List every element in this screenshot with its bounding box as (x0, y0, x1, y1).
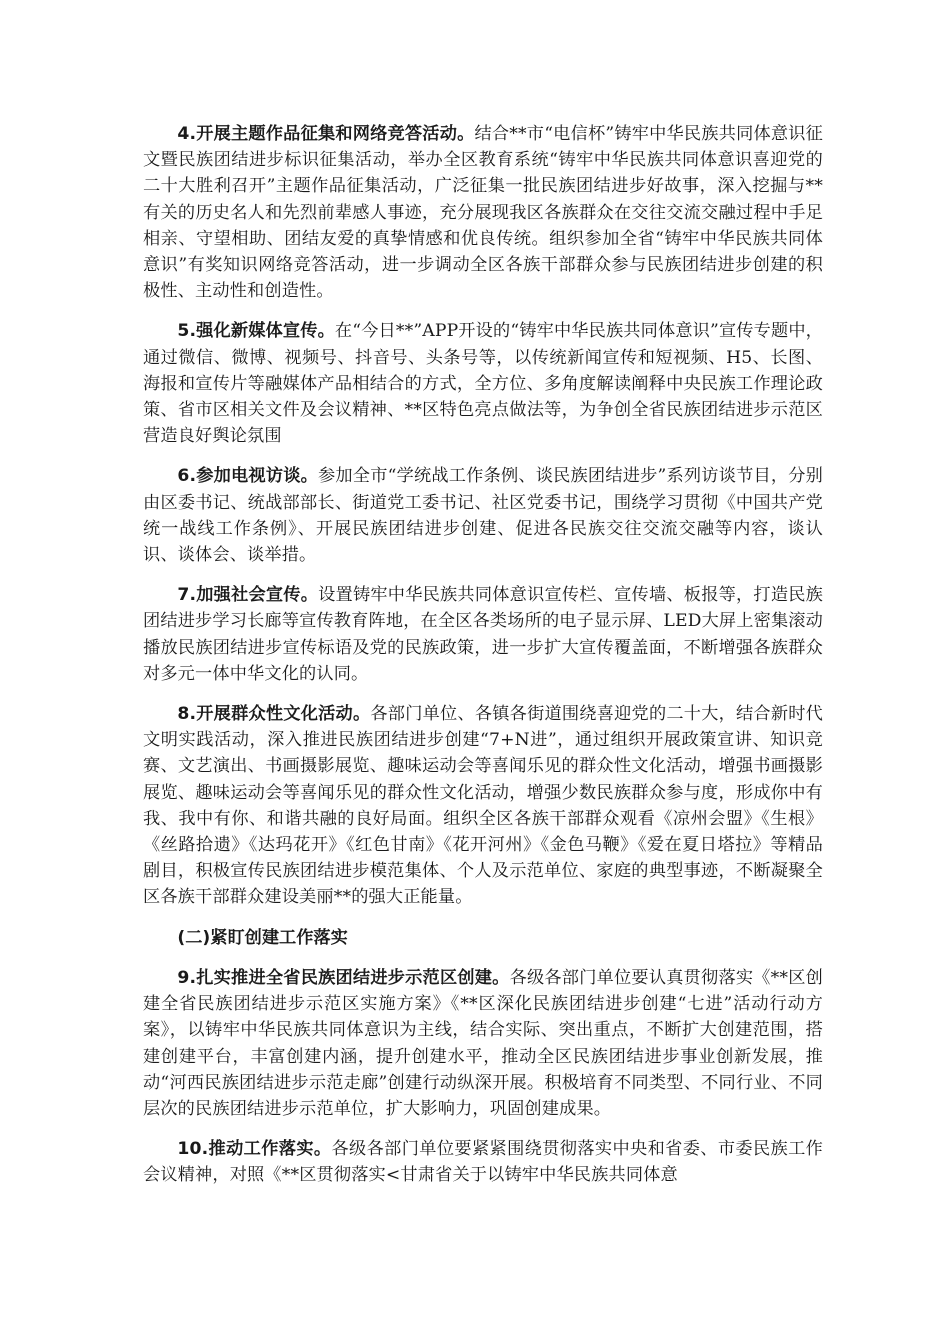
paragraph-body: 各级各部门单位要紧紧围绕贯彻落实中央和省委、市委民族工作会议精神，对照《**区贯彻落实<甘肃省关于以铸牢中华民族共同体意 (143, 1139, 824, 1186)
paragraph-9 (143, 965, 823, 1122)
paragraph-body: 参加全市“学统战工作条例、谈民族团结进步”系列访谈节目，分别由区委书记、统战部部长、街道党工委书记、社区党委书记，围绕学习贯彻《中国共产党统一战线工作条例》、开展民族团结进步创建、促进各民族交往交流交融等内容，谈认识、谈体会、谈举措。 (143, 466, 824, 566)
paragraph-lead: 4.开展主题作品征集和网络竞答活动。 (177, 124, 475, 144)
section-heading: (二)紧盯创建工作落实 (177, 927, 348, 948)
paragraph-5 (143, 318, 823, 449)
paragraph-lead: 5.强化新媒体宣传。 (177, 321, 335, 342)
document-page (143, 121, 823, 1203)
paragraph-7 (143, 582, 823, 687)
paragraph-10 (143, 1136, 823, 1188)
paragraph-lead: 10.推动工作落实。 (177, 1139, 332, 1160)
paragraph-lead: 6.参加电视访谈。 (177, 466, 319, 487)
paragraph-lead: 8.开展群众性文化活动。 (177, 704, 371, 725)
paragraph-4 (143, 121, 823, 304)
paragraph-body: 各部门单位、各镇各街道围绕喜迎党的二十大，结合新时代文明实践活动，深入推进民族团结进步创建“7+N进”，通过组织开展政策宣讲、知识竞赛、文艺演出、书画摄影展览、趣味运动会等喜闻乐见的群众性文化活动，增强书画摄影展览、趣味运动会等喜闻乐见的群众性文化活动，增强少数民族群众参与度，形成你中有我、我中有你、和谐共融的良好局面。组织全区各族干部群众观看《凉州会盟》《生根》《丝路拾遗》《达玛花开》《红色甘南》《花开河州》《金色马鞭》《爱在夏日塔拉》等精品剧目，积极宣传民族团结进步模范集体、个人及示范单位、家庭的典型事迹，不断凝聚全区各族干部群众建设美丽**的强大正能量。 (143, 704, 823, 908)
paragraph-lead: 7.加强社会宣传。 (177, 585, 319, 606)
paragraph-body: 结合**市“电信杯”铸牢中华民族共同体意识征文暨民族团结进步标识征集活动，举办全区教育系统“铸牢中华民族共同体意识喜迎党的二十大胜利召开”主题作品征集活动，广泛征集一批民族团结进步好故事，深入挖掘与**有关的历史名人和先烈前辈感人事迹，充分展现我区各族群众在交往交流交融过程中手足相亲、守望相助、团结友爱的真挚情感和优良传统。组织参加全省“铸牢中华民族共同体意识”有奖知识网络竞答活动，进一步调动全区各族干部群众参与民族团结进步创建的积极性、主动性和创造性。 (143, 124, 823, 302)
paragraph-body: 设置铸牢中华民族共同体意识宣传栏、宣传墙、板报等，打造民族团结进步学习长廊等宣传教育阵地，在全区各类场所的电子显示屏、LED大屏上密集滚动播放民族团结进步宣传标语及党的民族政策，进一步扩大宣传覆盖面，不断增强各族群众对多元一体中华文化的认同。 (143, 585, 823, 684)
paragraph-body: 各级各部门单位要认真贯彻落实《**区创建全省民族团结进步示范区实施方案》《**区深化民族团结进步创建“七进”活动行动方案》，以铸牢中华民族共同体意识为主线，结合实际、突出重点，不断扩大创建范围，搭建创建平台，丰富创建内涵，提升创建水平，推动全区民族团结进步事业创新发展，推动“河西民族团结进步示范走廊”创建行动纵深开展。积极培育不同类型、不同行业、不同层次的民族团结进步示范单位，扩大影响力，巩固创建成果。 (143, 967, 823, 1119)
paragraph-lead: 9.扎实推进全省民族团结进步示范区创建。 (177, 967, 510, 988)
paragraph-8 (143, 701, 823, 911)
paragraph-body: 在“今日**”APP开设的“铸牢中华民族共同体意识”宣传专题中，通过微信、微博、视频号、抖音号、头条号等，以传统新闻宣传和短视频、H5、长图、海报和宣传片等融媒体产品相结合的方式，全方位、多角度解读阐释中央民族工作理论政策、省市区相关文件及会议精神、**区特色亮点做法等，为争创全省民族团结进步示范区营造良好舆论氛围 (143, 321, 823, 447)
paragraph-6 (143, 463, 823, 568)
